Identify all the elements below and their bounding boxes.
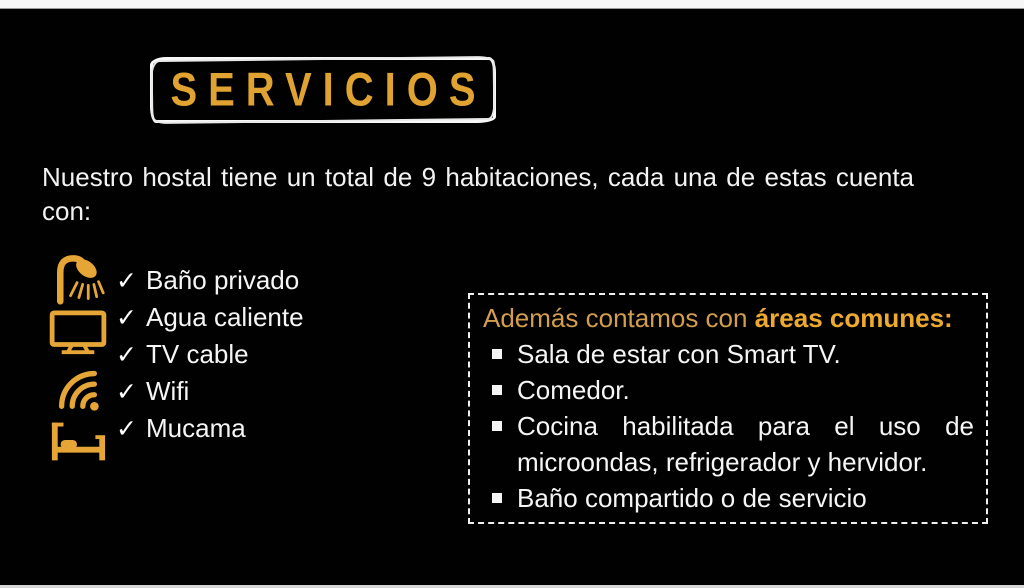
amenity-icons	[48, 249, 108, 463]
list-item	[480, 480, 974, 516]
amenity-label: Agua caliente	[146, 302, 304, 332]
common-area-label: Baño compartido o de servicio	[517, 483, 867, 513]
heading-bold: áreas comunes:	[754, 303, 953, 333]
common-areas-heading	[483, 300, 974, 336]
common-area-label: Comedor.	[517, 375, 630, 405]
list-item	[116, 336, 304, 373]
common-areas-box	[468, 293, 988, 524]
list-item	[480, 336, 974, 372]
check-icon: ✓	[116, 414, 137, 443]
top-divider	[0, 0, 1024, 9]
amenity-label: Mucama	[146, 413, 246, 443]
shower-icon	[50, 249, 106, 305]
square-bullet-icon	[492, 385, 502, 395]
page-title: SERVICIOS	[170, 63, 487, 116]
intro-paragraph: Nuestro hostal tiene un total de 9 habitaciones, cada una de estas cuenta con:	[42, 162, 914, 226]
amenity-label: TV cable	[146, 339, 249, 369]
list-item	[116, 410, 304, 447]
tv-icon	[49, 310, 107, 356]
amenity-label: Wifi	[146, 376, 190, 406]
common-area-label: Sala de estar con Smart TV.	[517, 339, 841, 369]
square-bullet-icon	[492, 493, 502, 503]
check-icon: ✓	[116, 340, 137, 369]
bed-icon	[49, 419, 107, 463]
wifi-icon	[52, 362, 104, 414]
list-item	[116, 373, 304, 410]
square-bullet-icon	[492, 349, 502, 359]
list-item	[116, 262, 304, 299]
list-item	[480, 408, 974, 480]
title-box	[150, 57, 496, 123]
check-icon: ✓	[116, 377, 137, 406]
check-icon: ✓	[116, 303, 137, 332]
list-item	[116, 299, 304, 336]
common-area-label: Cocina habilitada para el uso de microondas, refrigerador y hervidor.	[517, 411, 974, 477]
amenities-list	[116, 262, 304, 447]
check-icon: ✓	[116, 266, 137, 295]
heading-regular: Además contamos con	[483, 303, 755, 333]
square-bullet-icon	[492, 421, 502, 431]
list-item	[480, 372, 974, 408]
amenity-label: Baño privado	[146, 265, 300, 295]
